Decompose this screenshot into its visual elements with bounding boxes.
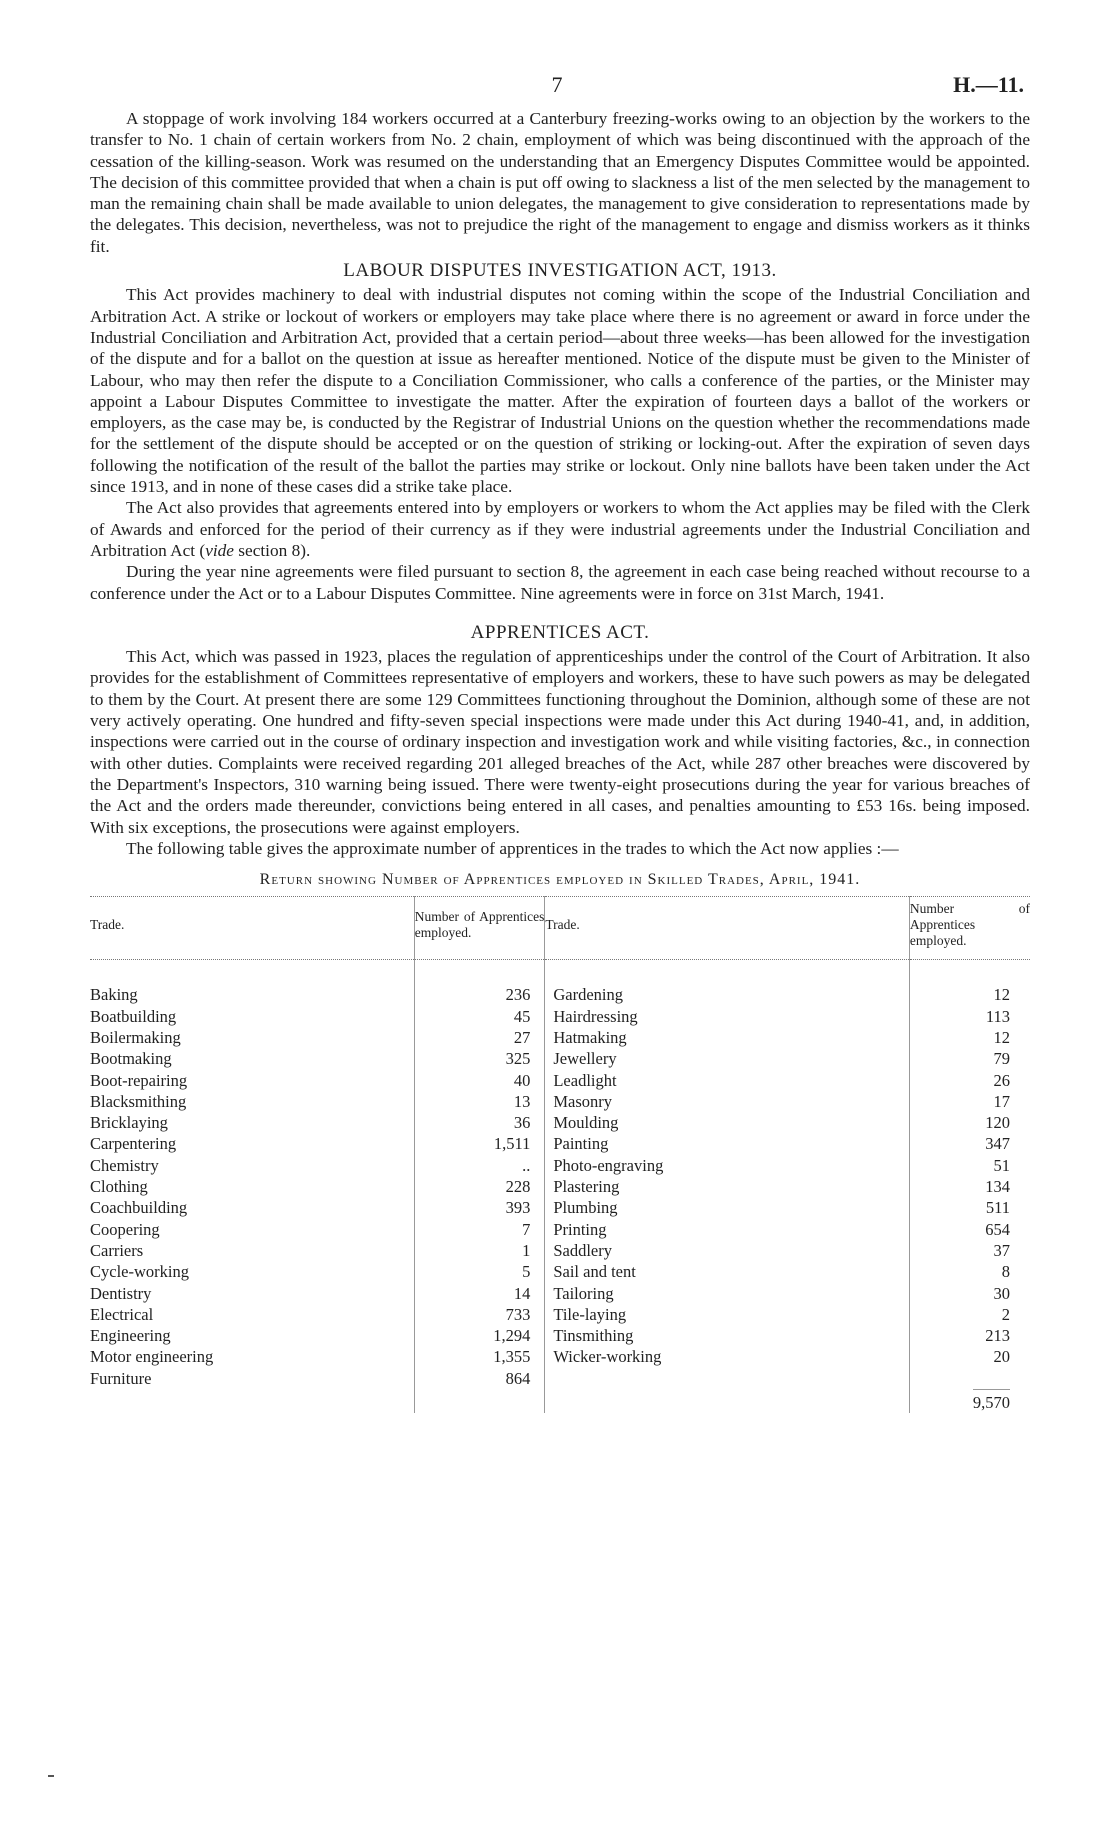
table-row — [90, 1261, 1030, 1282]
trade-name: Dentistry — [90, 1283, 152, 1303]
table-header-row — [90, 897, 1030, 960]
left-trade-cell — [90, 1219, 414, 1240]
trade-name: Plumbing — [553, 1198, 618, 1218]
table-row — [90, 1176, 1030, 1197]
left-trade-cell — [90, 1304, 414, 1325]
trade-name: Printing — [553, 1219, 607, 1239]
right-number-cell: 17 — [909, 1091, 1030, 1112]
trade-name: Cycle-working — [90, 1262, 189, 1282]
table-row — [90, 1346, 1030, 1367]
total-value: 9,570 — [973, 1389, 1010, 1413]
left-number-cell: 733 — [414, 1304, 545, 1325]
right-number-cell: 654 — [909, 1219, 1030, 1240]
trade-name: Bootmaking — [90, 1049, 172, 1069]
trade-name: Wicker-working — [553, 1347, 662, 1367]
right-trade-cell — [545, 984, 910, 1005]
p2-text-before: The Act also provides that agreements entered into by employers or workers to whom the Act applies may be filed with the Clerk of Awards and enforced for the period of their currency as if they were industrial agreements under the Industrial Conciliation and Arbitration Act ( — [90, 498, 1030, 560]
trade-name: Motor engineering — [90, 1347, 214, 1367]
p2-vide: vide — [205, 540, 234, 560]
trade-name: Leadlight — [553, 1070, 617, 1090]
right-number-cell: 120 — [909, 1112, 1030, 1133]
margin-mark — [48, 1775, 54, 1777]
left-trade-cell — [90, 1368, 414, 1389]
trade-name: Blacksmithing — [90, 1091, 187, 1111]
left-trade-cell — [90, 1240, 414, 1261]
table-row — [90, 1283, 1030, 1304]
left-number-cell: 7 — [414, 1219, 545, 1240]
table-row — [90, 1304, 1030, 1325]
right-trade-cell — [545, 1070, 910, 1091]
right-number-cell: 37 — [909, 1240, 1030, 1261]
table-body — [90, 960, 1030, 1413]
trade-name: Coopering — [90, 1219, 160, 1239]
trade-name: Tile-laying — [553, 1304, 627, 1324]
left-number-cell: 228 — [414, 1176, 545, 1197]
left-trade-cell — [90, 1027, 414, 1048]
table-row — [90, 984, 1030, 1005]
right-trade-cell — [545, 1027, 910, 1048]
trade-name: Boilermaking — [90, 1027, 181, 1047]
trade-name: Coachbuilding — [90, 1198, 188, 1218]
left-trade-cell — [90, 1197, 414, 1218]
trade-name: Moulding — [553, 1113, 619, 1133]
right-number-cell: 2 — [909, 1304, 1030, 1325]
right-trade-cell — [545, 1346, 910, 1367]
trade-name: Hatmaking — [553, 1027, 627, 1047]
left-trade-cell — [90, 1133, 414, 1154]
trade-name: Painting — [553, 1134, 609, 1154]
left-number-cell: 36 — [414, 1112, 545, 1133]
left-trade-cell — [90, 1048, 414, 1069]
table-row — [90, 1091, 1030, 1112]
trade-name: Plastering — [553, 1177, 620, 1197]
left-number-cell: 45 — [414, 1006, 545, 1027]
left-number-cell: 393 — [414, 1197, 545, 1218]
table-row — [90, 1112, 1030, 1133]
trade-name: Sail and tent — [553, 1262, 636, 1282]
trade-name: Photo-engraving — [553, 1155, 664, 1175]
p2-text-after: section 8). — [233, 540, 311, 560]
col-header-trade-left: Trade. — [90, 897, 414, 960]
labour-disputes-paragraph-2 — [90, 497, 1030, 561]
section-heading-apprentices: APPRENTICES ACT. — [470, 621, 650, 643]
left-trade-cell — [90, 984, 414, 1005]
left-number-cell: 864 — [414, 1368, 545, 1389]
table-row — [90, 1240, 1030, 1261]
table-row — [90, 1219, 1030, 1240]
left-trade-cell — [90, 1176, 414, 1197]
table-row — [90, 1006, 1030, 1027]
left-number-cell: 325 — [414, 1048, 545, 1069]
col-header-number-right: Number of Apprentices employed. — [909, 897, 1030, 960]
left-number-cell: 5 — [414, 1261, 545, 1282]
left-trade-cell — [90, 1283, 414, 1304]
apprentices-paragraph-2: The following table gives the approximate number of apprentices in the trades to which the Act now applies :— — [126, 838, 899, 858]
left-trade-cell — [90, 1346, 414, 1367]
right-trade-cell — [545, 1091, 910, 1112]
trade-name: Clothing — [90, 1177, 148, 1197]
right-number-cell: 20 — [909, 1346, 1030, 1367]
left-number-cell: 1,294 — [414, 1325, 545, 1346]
right-number-cell: 511 — [909, 1197, 1030, 1218]
left-number-cell: .. — [414, 1155, 545, 1176]
right-trade-cell — [545, 1176, 910, 1197]
apprentices-table — [90, 896, 1030, 1413]
right-trade-cell — [545, 1283, 910, 1304]
apprentices-paragraph-1: This Act, which was passed in 1923, places the regulation of apprenticeships under the control of the Court of Arbitration. It also provides for the establishment of Committees representative of employers and workers, these to have such powers as may be delegated to them by the Court. At present there are some 129 Committees functioning throughout the Dominion, although some of these are not very actively operating. One hundred and fifty-seven special inspections were made under this Act during 1940-41, and, in addition, inspections were carried out in the course of ordinary inspection and investigation work and while visiting factories, &c., in connection with other duties. Complaints were received regarding 201 alleged breaches of the Act, while 287 other breaches were discovered by the Department's Inspectors, 310 warning being issued. There were twenty-eight prosecutions during the year for various breaches of the Act and the orders made thereunder, convictions being entered in all cases, and penalties amounting to £53 16s. being imposed. With six exceptions, the prosecutions were against employers. — [90, 647, 1030, 837]
document-body — [90, 108, 1030, 1413]
right-trade-cell — [545, 1304, 910, 1325]
labour-disputes-paragraph-3: During the year nine agreements were filed pursuant to section 8, the agreement in each case being reached without recourse to a conference under the Act or to a Labour Disputes Committee. Nine agreements were in force on 31st March, 1941. — [90, 562, 1030, 603]
left-trade-cell — [90, 1155, 414, 1176]
left-number-cell: 236 — [414, 984, 545, 1005]
left-number-cell: 1,355 — [414, 1346, 545, 1367]
section-heading-labour-disputes: LABOUR DISPUTES INVESTIGATION ACT, 1913. — [343, 260, 777, 282]
left-number-cell: 1,511 — [414, 1133, 545, 1154]
trade-name: Furniture — [90, 1368, 152, 1388]
page-header — [90, 72, 1024, 102]
trade-name: Boot-repairing — [90, 1070, 188, 1090]
trade-name: Saddlery — [553, 1240, 612, 1260]
col-header-trade-right: Trade. — [545, 897, 910, 960]
trade-name: Tailoring — [553, 1283, 614, 1303]
left-trade-cell — [90, 1091, 414, 1112]
right-number-cell: 134 — [909, 1176, 1030, 1197]
right-trade-cell — [545, 1112, 910, 1133]
table-row — [90, 1155, 1030, 1176]
right-trade-cell — [545, 1368, 910, 1389]
right-trade-cell — [545, 1240, 910, 1261]
trade-name: Boatbuilding — [90, 1006, 177, 1026]
trade-name: Baking — [90, 985, 138, 1005]
labour-disputes-paragraph-1: This Act provides machinery to deal with industrial disputes not coming within the scope of the Industrial Conciliation and Arbitration Act. A strike or lockout of workers or employers may take place where there is no agreement or award in force under the Industrial Conciliation and Arbitration Act, provided that a certain period—about three weeks—has been allowed for the investigation of the dispute and for a ballot on the question at issue as hereafter mentioned. Notice of the dispute must be given to the Minister of Labour, who may then refer the dispute to a Conciliation Commissioner, who calls a conference of the parties, or the Minister may appoint a Labour Disputes Committee to investigate the matter. After the expiration of fourteen days a ballot of the workers or employers, as the case may be, is conducted by the Registrar of Industrial Unions on the question whether the recommendations made for the settlement of the dispute should be accepted or on the question of striking or locking-out. After the expiration of seven days following the notification of the result of the ballot the parties may strike or lockout. Only nine ballots have been taken under the Act since 1913, and in none of these cases did a strike take place. — [90, 285, 1030, 497]
right-trade-cell — [545, 1219, 910, 1240]
table-row — [90, 1048, 1030, 1069]
table-row — [90, 1027, 1030, 1048]
left-number-cell: 14 — [414, 1283, 545, 1304]
left-trade-cell — [90, 1325, 414, 1346]
left-trade-cell — [90, 1261, 414, 1282]
trade-name: Hairdressing — [553, 1006, 638, 1026]
trade-name: Engineering — [90, 1326, 171, 1346]
page-number: 7 — [551, 72, 563, 97]
trade-name: Carriers — [90, 1240, 144, 1260]
right-trade-cell — [545, 1261, 910, 1282]
right-trade-cell — [545, 1325, 910, 1346]
left-trade-cell — [90, 1006, 414, 1027]
trade-name: Gardening — [553, 985, 623, 1005]
right-number-cell: 213 — [909, 1325, 1030, 1346]
right-number-cell: 79 — [909, 1048, 1030, 1069]
table-caption: Return showing Number of Apprentices employed in Skilled Trades, April, 1941. — [259, 871, 861, 889]
left-number-cell: 40 — [414, 1070, 545, 1091]
intro-paragraph: A stoppage of work involving 184 workers occurred at a Canterbury freezing-works owing to an objection by the workers to the transfer to No. 1 chain of certain workers from No. 2 chain, employment of which was being discontinued with the approach of the cessation of the killing-season. Work was resumed on the understanding that an Emergency Disputes Committee would be appointed. The decision of this committee provided that when a chain is put off owing to slackness a list of the men selected by the management to man the remaining chain shall be made available to union delegates, the management to give consideration to representations made by the delegates. This decision, nevertheless, was not to prejudice the right of the management to engage and dismiss workers as it thinks fit. — [90, 109, 1030, 256]
right-number-cell: 30 — [909, 1283, 1030, 1304]
right-trade-cell — [545, 1048, 910, 1069]
right-number-cell: 347 — [909, 1133, 1030, 1154]
trade-name: Bricklaying — [90, 1113, 168, 1133]
left-number-cell: 1 — [414, 1240, 545, 1261]
right-trade-cell — [545, 1006, 910, 1027]
trade-name: Chemistry — [90, 1155, 159, 1175]
table-total-row — [90, 1389, 1030, 1413]
trade-name: Tinsmithing — [553, 1326, 634, 1346]
table-row — [90, 1325, 1030, 1346]
left-number-cell: 13 — [414, 1091, 545, 1112]
table-row — [90, 1368, 1030, 1389]
trade-name: Jewellery — [553, 1049, 617, 1069]
left-trade-cell — [90, 1112, 414, 1133]
right-trade-cell — [545, 1197, 910, 1218]
right-number-cell: 51 — [909, 1155, 1030, 1176]
left-number-cell: 27 — [414, 1027, 545, 1048]
right-number-cell: 8 — [909, 1261, 1030, 1282]
trade-name: Electrical — [90, 1304, 154, 1324]
col-header-number-left: Number of Apprentices employed. — [414, 897, 545, 960]
left-trade-cell — [90, 1070, 414, 1091]
table-row — [90, 1197, 1030, 1218]
right-number-cell: 113 — [909, 1006, 1030, 1027]
trade-name: Carpentering — [90, 1134, 177, 1154]
document-reference: H.—11. — [953, 72, 1024, 97]
right-number-cell — [909, 1368, 1030, 1389]
trade-name: Masonry — [553, 1091, 613, 1111]
right-number-cell: 12 — [909, 1027, 1030, 1048]
right-trade-cell — [545, 1155, 910, 1176]
right-number-cell: 12 — [909, 984, 1030, 1005]
table-row — [90, 1070, 1030, 1091]
table-row — [90, 1133, 1030, 1154]
right-trade-cell — [545, 1133, 910, 1154]
right-number-cell: 26 — [909, 1070, 1030, 1091]
